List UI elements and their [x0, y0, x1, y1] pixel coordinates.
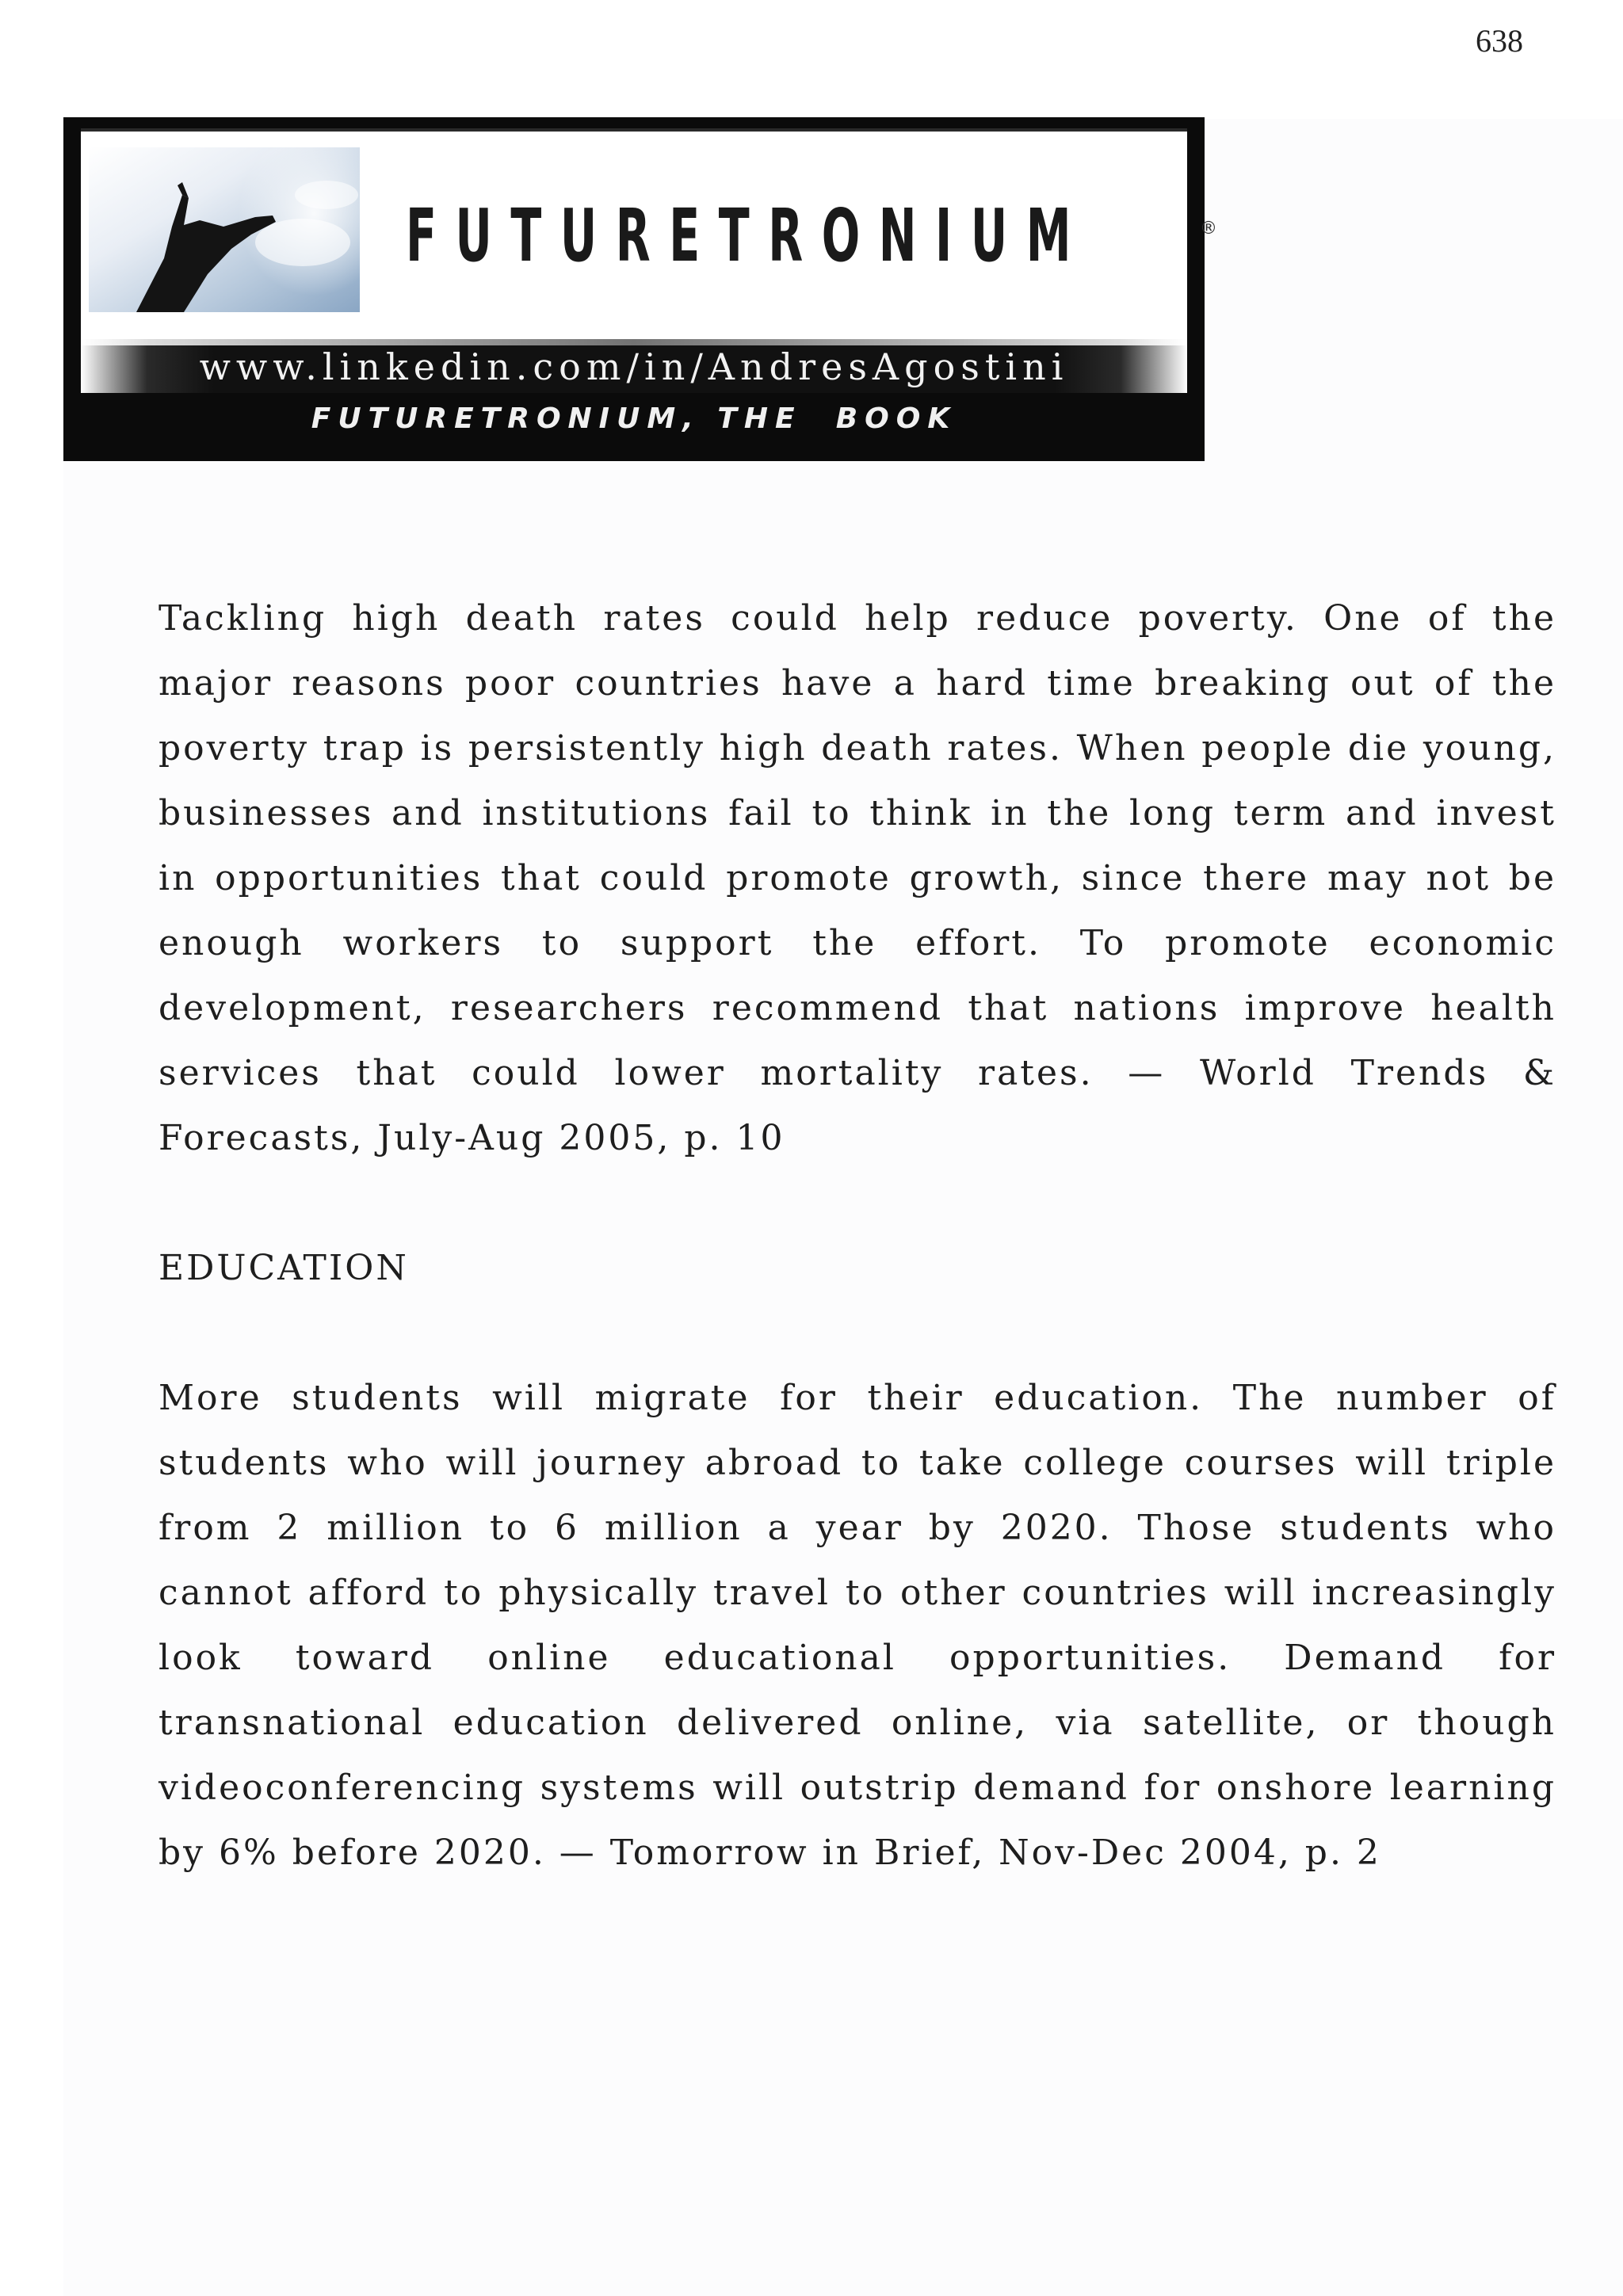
banner-logo-area — [81, 128, 1217, 388]
paragraph-poverty: Tackling high death rates could help reduce poverty. One of the major reasons poor countries have a hard time breaking out of the poverty trap is persistently high death rates. When people die young, businesses and institutions fail to think in the long term and invest in opportunities that could promote growth, since there may not be enough workers to support the effort. To promote economic development, researchers recommend that nations improve health services that could lower mortality rates. — World Trends & Forecasts, July-Aug 2005, p. 10 — [158, 598, 1556, 1158]
book-subtitle: FUTURETRONIUM, THE BOOK — [311, 402, 957, 435]
article-body — [158, 586, 1556, 1886]
spacer — [158, 1171, 1556, 1236]
page-number: 638 — [1476, 23, 1523, 59]
paragraph-education: More students will migrate for their education. The number of students who will journey abroad to take college courses will triple from 2 million to 6 million a year by 2020. Those students who cannot afford to physically travel to other countries will increasingly look toward online educational opportunities. Demand for transnational education delivered online, via satellite, or though videoconferencing systems will outstrip demand for onshore learning by 6% before 2020. — Tomorrow in Brief, Nov-Dec 2004, p. 2 — [158, 1378, 1556, 1873]
registered-mark: ® — [1200, 219, 1217, 238]
profile-url: www.linkedin.com/in/AndresAgostini — [199, 345, 1069, 388]
section-heading-education: EDUCATION — [158, 1248, 409, 1288]
spacer — [158, 1301, 1556, 1366]
brand-title: FUTURETRONIUM — [406, 193, 1090, 278]
url-bar — [81, 339, 1187, 393]
hand-reaching-sky-image — [89, 147, 360, 312]
futuretronium-banner — [63, 117, 1217, 461]
